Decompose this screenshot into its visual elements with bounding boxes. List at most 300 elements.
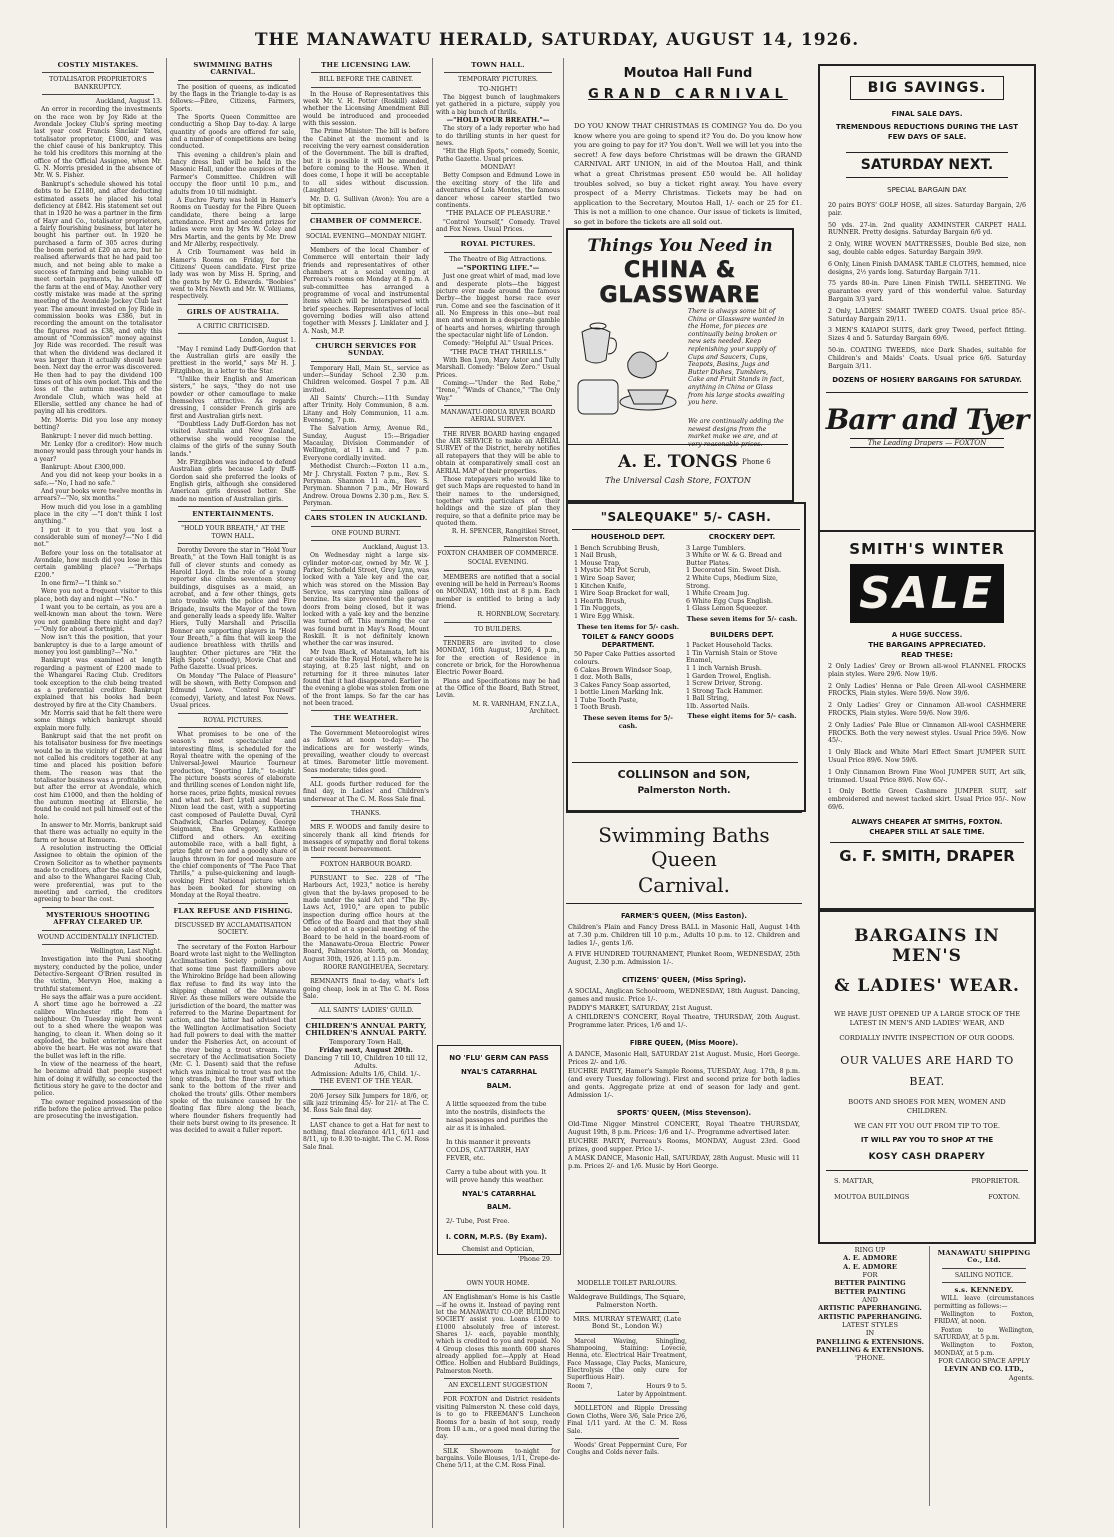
article-paragraph: Bankrupt's schedule showed his total debts to be £2180, and after deducting estimated assets he placed his total deficiency at £842. His statement set out that in 1920 he was a partner in the firm of Hayr and Co., totalisator proprietors, a fairly flourishing business, but later he bought his partner out. In 1920 he purchased a farm of 305 acres during the boom period at £20 an acre, but he realised afterwards that he had paid too much, and not being able to make a success of farming and being unable to meet certain payments, he walked off the farm at the end of May. Another very costly mistake was made at the spring meeting of the Avondale Jockey Club last year. The amount invested on Joy Ride in commission books was £386, but in recording the amount on the totalisator the figures read as £38, and only this amount of "Commission" money against Joy Ride was recorded. The result was that when the dividend was declared it was larger than it actually should have been. Next day the error was discovered. He then had to pay the dividend 100 times out of his own pocket. This and the loss of the autumn meeting of the Avondale Club, which was held at Ellerslie, settled any chance he had of paying all his creditors. — [34, 180, 162, 416]
subheading: SAILING NOTICE. — [954, 1271, 1014, 1279]
list-item: 1 Bench Scrubbing Brush, — [574, 543, 660, 552]
headline: CHURCH SERVICES FOR SUNDAY. — [315, 342, 417, 358]
list-item: 2 White Cups, Medium Size, Strong. — [686, 573, 778, 590]
headline: ROYAL PICTURES. — [460, 240, 536, 249]
advert-text: Old-Time Nigger Minstrel CONCERT, Royal Theatre THURSDAY, August 19th, 8 p.m. Prices: 1/6 and 1/-. Programme advertised later. — [568, 1120, 800, 1136]
item-total: These ten items for 5/- cash. — [576, 622, 680, 631]
article-paragraph: The Salvation Army, Avenue Rd., Sunday, August 15:—Brigadier Macaulay, Division Commander of Wellington, at 11 a.m. and 7 p.m. Everyone cordially invited. — [303, 425, 429, 462]
advert-heading: CHINA & GLASSWARE — [599, 258, 761, 308]
column-rule — [299, 58, 300, 1528]
notice-paragraph: 20/6 Jersey Silk Jumpers for 18/6, or, silk jazz trimming 45/- for 21/- at The C. M. Ross Sale final day. — [303, 1092, 429, 1115]
subheading: FOXTON CHAMBER OF COMMERCE. — [437, 549, 559, 557]
bargain-item: 2 Only Ladies' Grey or Cinnamon All-wool CASHMERE FROCKS, Plain styles. Were 59/6. Now 39/6. — [828, 702, 1026, 717]
subheading: TEMPORARY PICTURES. — [458, 76, 538, 84]
subheading: A CRITIC CRITICISED. — [196, 323, 270, 330]
notice-line: Admission: Adults 1/6, Child. 1/-. THE EVENT OF THE YEAR. — [311, 1069, 421, 1086]
article-paragraph: Bankrupt: I never did much betting. — [41, 432, 153, 440]
subheading: MANAWATU-OROUA RIVER BOARD AERIAL SURVEY. — [440, 409, 556, 424]
list-item: 1 Decorated Sin. Sweet Dish. — [686, 566, 781, 575]
article-paragraph: Comedy: "Helpful Al." Usual Prices. — [443, 340, 554, 348]
list-item: 1lb. Assorted Nails. — [686, 701, 750, 710]
article-paragraph: Dorothy Devore the star in "Hold Your Breath," at the Town Hall tonight is as full of clever stunts and comedy as Harold Lloyd. In the role of a young reporter she climbs seventeen storey buildings, disguises as a maid, an acrobat, and a few other things, gets into trouble with the police and Fire Brigade, insults the Mayor of the town and generally leads a speedy life. Walter Hiers, Tully Marshall and Priscilla Bonner are supporting players in "Hold Your Breath," a film that will keep the audience breathless with thrills and laughter. Other pictures are "Hit the High Spots" (comedy), Movie Chat and Pathe Gazette. Usual prices. — [170, 546, 296, 672]
advert-heading: BEAT. — [909, 1075, 945, 1088]
article-paragraph: Bankrupt: About £300,000. — [41, 463, 126, 471]
notice-paragraph: WILL leave (circumstances permitting as follows:— — [934, 1295, 1034, 1310]
queen-heading: SPORTS' QUEEN, (Miss Stevenson). — [616, 1109, 752, 1117]
advert-text: A FIVE HUNDRED TOURNAMENT, Plunket Room, WEDNESDAY, 25th August, 2.30 p.m. Admission 1/-. — [568, 950, 800, 966]
advert-heading: Swimming Baths Queen — [598, 823, 770, 871]
queen-heading: FIBRE QUEEN, (Miss Moore). — [629, 1039, 739, 1047]
bargain-item: 2 Only Ladies' Henna or Pale Green All-wool CASHMERE FROCKS, Plain styles. Were 59/6. Now 39/6. — [828, 682, 1026, 698]
advert-text: DO YOU KNOW THAT CHRISTMAS IS COMING? You do. Do you know where you are going to spend it? You do. Do you know how you are going to pay for it? You don't. Well we will let you into the secret! A few days before Christmas will be drawn the GRAND CARNIVAL ART UNION, in aid of the Moutoa Hall, and think what a great Christmas present £50 would be. All holiday troubles solved, so buy a ticket right away. You have every prospect of a Merry Christmas. Tickets may be had on application to the Secretary, Moutoa Hall, 1/- each or 25 for £1. This is not a million to one chance. Our issue of tickets is limited, so get in before the tickets are all sold out. — [574, 122, 802, 226]
article-paragraph: Mr Ivan Black, of Matamata, left his car outside the Royal Hotel, where he is staying, at 8.25 last night, and on returning for it three minutes later found that it had disappeared. Earlier in the evening a globe was stolen from one of the front lamps. So far the car has not been traced. — [303, 648, 429, 708]
dateline: Wellington, Last Night. — [90, 947, 162, 955]
kosy-advert — [818, 910, 1036, 1244]
proprietor-name: S. MATTAR, — [834, 1177, 875, 1185]
advert-line: LATEST STYLES — [842, 1321, 898, 1330]
subheading: ROYAL PICTURES. — [203, 716, 263, 724]
article-paragraph: On Monday "The Palace of Pleasure" will be shown, with Betty Compson and Edmund Lowe. "Control Yourself" (comedy), Variety, and latest Fox News. Usual prices. — [170, 672, 296, 710]
list-item: 1 Garden Trowel, English. — [686, 671, 771, 680]
advert-heading: Things You Need in — [587, 236, 773, 256]
article-paragraph: "Hit the High Spots," comedy, Scenic, Pathe Gazette. Usual prices. — [436, 148, 560, 163]
advert-heading: Moutoa Hall Fund — [623, 66, 753, 81]
item-total: These eight items for 5/- cash. — [687, 712, 797, 721]
advert-text: A HUGE SUCCESS. — [891, 631, 963, 639]
crockery-column — [686, 534, 798, 721]
article-paragraph: A Crib Tournament was held in Hamer's Rooms on Friday, for the Citizens' Queen candidate. First prize lady was won by Miss H. Spring, and the gents by Mr G. Edwards. "Boobies" went to Mrs Newth and Mr. W. Williams, respectively. — [170, 249, 296, 301]
column-rule — [432, 58, 433, 1528]
notice-paragraph: MOLLETON and Ripple Dressing Gown Cloths, Were 3/6, Sale Price 2/6, Final 1/11 yard. At the C. M. Ross Sale. — [567, 1405, 687, 1435]
bargain-item: 3 MEN'S KAIAPOI SUITS, dark grey Tweed, perfect fitting. Sizes 4 and 5. Saturday Bargain 69/6. — [828, 327, 1026, 343]
article-paragraph: An error in recording the investments on the race won by Joy Ride at the Avondale Jockey Club's spring meeting last year cost Francis Sinclair Yates, totalisator proprietor, £1000, and was the chief cause of his bankruptcy. This he told his creditors this morning at the office of the Official Assignee, when Mr. G. N. Morris presided in the absence of Mr. W. S. Fisher. — [34, 106, 162, 180]
bargain-item: 2 Only, WIRE WOVEN MATTRESSES, Double Bed size, non sag, double cable edges. Saturday Bargain 39/9. — [828, 241, 1026, 256]
advert-line: ARTISTIC PAPERHANGING. — [818, 1304, 922, 1313]
advert-heading: GRAND CARNIVAL — [588, 87, 788, 102]
notice-paragraph: SILK Showroom to-night for bargains. Voile Blouses, 1/11, Crepe-de-Chene 5/11, at the C.M. Ross Final. — [436, 1447, 560, 1470]
article-paragraph: Mr. Morris: Did you lose any money betting? — [34, 416, 162, 432]
advert-text: WE HAVE JUST OPENED UP A LARGE STOCK OF THE LATEST IN MEN'S AND LADIES' WEAR, AND — [833, 1010, 1021, 1027]
advert-text: BOOTS AND SHOES FOR MEN, WOMEN AND CHILDREN. — [848, 1098, 1006, 1115]
advert-line: BETTER PAINTING — [834, 1287, 906, 1296]
headline: TOWN HALL. — [471, 61, 525, 69]
bargain-item: 2 Only, LADIES' SMART TWEED COATS. Usual price 85/-. Saturday Bargain 29/11. — [828, 307, 1026, 323]
dept-heading: HOUSEHOLD DEPT. — [591, 533, 665, 541]
list-item: 1 Wire Soap Saver, — [574, 573, 636, 582]
subheading: AN EXCELLENT SUGGESTION — [448, 1382, 548, 1390]
address-line — [834, 1193, 1020, 1201]
dept-heading: BUILDERS DEPT. — [710, 630, 774, 639]
advert-text: IT WILL PAY YOU TO SHOP AT THE — [860, 1136, 994, 1144]
advert-heading: NO 'FLU' GERM CAN PASS — [449, 1054, 549, 1062]
subheading: SOCIAL EVENING. — [467, 559, 529, 567]
advert-heading: BALM. — [486, 1203, 512, 1211]
advert-line: 'PHONE. — [854, 1354, 886, 1363]
advert-text: A little squeezed from the tube into the nostrils, disinfects the nasal passages and purifies the air as it is inhaled. — [446, 1100, 548, 1132]
modelle-advert — [567, 1280, 687, 1530]
advert-heading: I. CORN, M.P.S. (By Exam). — [446, 1233, 548, 1241]
article-paragraph: Before your loss on the totalisator at Avondale, how much did you lose in this certain gambling place? —"Perhaps £200." — [34, 549, 162, 579]
notice-line: Waldegrave Buildings, The Square, Palmerston North. — [568, 1293, 686, 1309]
admore-advert — [815, 1246, 925, 1528]
advert-line: PANELLING & EXTENSIONS. — [816, 1337, 924, 1346]
feature-title: "THE PALACE OF PLEASURE." — [445, 209, 551, 218]
smith-advert — [818, 530, 1036, 910]
list-item: 1 Tin Varnish Stain or Stove Enamel, — [686, 648, 778, 665]
advert-heading: BARGAINS IN MEN'S — [854, 926, 1000, 966]
article-paragraph: And you did not keep your books in a safe.—"No, I had no safe." — [34, 472, 162, 487]
notice-paragraph: THE RIVER BOARD having engaged the AIR SERVICE to make an AERIAL SURVEY of the District, hereby notifies all ratepayers that they will be able to obtain at comparatively small cost an AERIAL MAP of their properties. — [436, 430, 560, 475]
item-list — [574, 651, 682, 712]
bargain-item: 6 Only, Linen Finish DAMASK TABLE CLOTHS, hemmed, nice designs, 2½ yards long. Saturday Bargain 7/11. — [828, 260, 1026, 276]
advert-text: DOZENS OF HOSIERY BARGAINS FOR SATURDAY. — [832, 376, 1022, 385]
bargain-item: 1 Only Bottle Green Cashmere JUMPER SUIT, self embroidered and newest tacked skirt. Usual Price 95/-. Now 69/6. — [828, 788, 1026, 811]
list-item: 50 Paper Cake Patties assorted colours. — [574, 650, 676, 666]
list-item: 1 bottle Linen Marking Ink. — [574, 688, 664, 697]
advert-text: CORDIALLY INVITE INSPECTION OF OUR GOODS. — [839, 1034, 1015, 1042]
advert-heading: "SALEQUAKE" 5/- CASH. — [600, 510, 772, 524]
room-number: Room 7, — [567, 1382, 593, 1390]
advert-line: IN — [865, 1329, 875, 1338]
salequake-advert — [566, 502, 806, 812]
list-item: 1 White Cream Jug. — [686, 589, 750, 598]
notice-paragraph: MEMBERS are notified that a social evening will be held in Perreau's Rooms on MONDAY, 16th inst at 8 p.m. Each member is entitled to bring a lady friend. — [436, 573, 560, 610]
signature-line: M. R. VARNHAM, F.N.Z.I.A., Architect. — [472, 700, 560, 716]
list-item: 1 Mystic Mit Pot Scrub, — [574, 566, 651, 575]
phone-number: Phone 6 — [742, 458, 771, 466]
article-paragraph: Bankrupt was examined at length regarding a payment of £200 made to the Whangarei Racing Club. Creditors took exception to the club being treated as a preferential creditor. Bankrupt explained that his books had been destroyed by fire at the City Chambers. — [34, 657, 162, 709]
advert-text: Chemist and Optician, — [462, 1245, 535, 1253]
barr-tyer-logo: Barr and Tyer — [825, 403, 1029, 437]
article-paragraph: "Doubtless Lady Duff-Gordon has not visited Australia and New Zealand, otherwise she would recognise the claims of the girls of the sunny South lands." — [170, 421, 296, 458]
subheading: BILL BEFORE THE CABINET. — [318, 76, 414, 84]
list-item: 1 Ball String, — [686, 694, 730, 703]
notice-line: Dancing 7 till 10, Children 10 till 12, Adults. — [304, 1054, 428, 1070]
article-paragraph: I want you to be certain, as you are a well-known man about the town. Were you not gambling there night and day?—"Only for about a fortnight. — [34, 604, 162, 634]
column-1 — [34, 58, 162, 1530]
article-paragraph: Bankrupt said that the net profit on his totalisator business for five meetings would be in the vicinity of £800. He had not called his creditors together at any time and placed his position before them. The reason was that the totalisator business was a profitable one, but after the error at Avondale, which cost him £1000, and then the holding of the autumn meeting at Ellerslie, he found he could not pull himself out of the hole. — [34, 732, 162, 821]
advert-heading: SATURDAY NEXT. — [846, 152, 1008, 178]
article-paragraph: Mr. Lenky (for a creditor): How much money would pass through your hands in a year? — [34, 440, 162, 463]
sale-banner: SALE — [850, 564, 1004, 623]
feature-title: —"HOLD YOUR BREATH."— — [446, 116, 550, 125]
bargain-item: 75 yards 80-in. Pure Linen Finish TWILL SHEETING. We guarantee every yard of this wonderful value. Saturday Bargain 3/3 yard. — [828, 280, 1026, 303]
notice-line: MRS. MURRAY STEWART, (Late Bond St., London W.) — [572, 1315, 682, 1331]
subheading: OWN YOUR HOME. — [466, 1280, 530, 1287]
article-paragraph: On Wednesday night a large six-cylinder motor-car, owned by Mr. W. J. Parker, Schofield Street, Grey Lynn, was locked with a Yale key and the car, which was stored on the Mission Bay Service, was carrying nine gallons of benzine. Its size prevented the garage doors from being closed, but it was locked with a yale key and the benzine was turned off. This morning the car was found burnt in May's Road, Mount Roskill. It is not definitely known whether the car was insured. — [303, 552, 429, 648]
advert-line: A. E. ADMORE — [843, 1262, 897, 1271]
article-paragraph: The owner regained possession of the rifle before the police arrived. The police are prosecuting the investigation. — [34, 1098, 162, 1121]
advert-heading: NYAL'S CATARRHAL — [461, 1068, 537, 1076]
subheading: ONE FOUND BURNT. — [331, 529, 401, 537]
article-paragraph: The Government Meteorologist wires as follows at noon to-day:— The indications are for westerly winds, prevailing, weather cloudy to overcast at times. Barometer little movement. Seas moderate; tides good. — [303, 729, 429, 774]
subheading: TOTALISATOR PROPRIETOR'S BANKRUPTCY. — [49, 76, 147, 91]
notice-paragraph: REMNANTS final to-day, what's left going cheap, look in at The C. M. Ross Sale. — [303, 978, 429, 1001]
notice-paragraph: Plans and Specifications may be had at the Office of the Board, Bath Street, Levin. — [436, 677, 560, 700]
article-paragraph: The biggest bunch of laughmakers yet gathered in a picture, supply you with a big bunch of thrills. — [436, 94, 560, 116]
list-item: 1 1 inch Varnish Brush. — [686, 663, 762, 672]
advert-text: The Leading Drapers — FOXTON — [850, 438, 1004, 448]
headline: CHAMBER OF COMMERCE. — [309, 217, 423, 226]
advert-heading: COLLINSON and SON, — [617, 768, 751, 781]
article-paragraph: Betty Compson and Edmund Lowe in the exciting story of the life and adventures of Lola Montes, the famous dancer whose career startled two continents. — [436, 172, 560, 209]
column-2 — [170, 58, 296, 1530]
headline: ENTERTAINMENTS. — [192, 509, 274, 518]
notice-paragraph: FOR FOXTON and District residents visiting Palmerston N. these cold days, is to go to FREEMAN'S Luncheon Rooms for a basin of hot soup, ready from 10 a.m., or a good meal during the day. — [436, 1396, 560, 1441]
signature-line: ROORE RANGIHEUEA, Secretary. — [322, 964, 429, 972]
article-paragraph: Methodist Church:—Foxton 11 a.m., Mr J. Chrystall. Foxton 7 p.m., Rev. S. Peryman. Shannon 11 a.m., Rev. S. Peryman. Shannon 7 p.m., Mr Howard Andrew. Oroua Downs 2.30 p.m., Rev. S. Peryman. — [303, 463, 429, 507]
subheading: WOUND ACCIDENTALLY INFLICTED. — [37, 933, 159, 941]
headline: GIRLS OF AUSTRALIA. — [186, 307, 280, 316]
article-paragraph: Just one great whirl of mad, mad love and desperate plots—the biggest picture ever made around the famous Derby—the biggest horse race ever run. Come and see the fascination of it all. No Empress in this one—but real men and women in a desperate gamble of hearts and horses, whirling through the spectacular night life of London. — [436, 273, 560, 339]
subheading: MODELLE TOILET PARLOURS. — [577, 1280, 677, 1287]
article-paragraph: Mr. Morris said that he felt there were some things which bankrupt should explain more fully. — [34, 709, 162, 732]
advert-text: In this manner it prevents COLDS, CATTARRH, HAY FEVER, etc. — [446, 1138, 531, 1162]
dept-heading: CROCKERY DEPT. — [708, 533, 776, 541]
list-item: 6 White Egg Cups English. — [686, 596, 773, 605]
column-4 — [436, 58, 560, 1038]
nyal-advert — [437, 1045, 561, 1263]
notice-line: MONDAY! — [480, 163, 516, 172]
article-paragraph: I put it to you that you lost a considerable sum of money?—"No I did not." — [34, 526, 162, 549]
subheading: TO BUILDERS. — [474, 625, 522, 633]
bargain-item: 1 Only Black and White Marl Effect Smart JUMPER SUIT. Usual Price 89/6. Now 59/6. — [828, 749, 1026, 764]
list-item: 3 Large Tumblers. — [686, 543, 746, 552]
article-paragraph: "Control Yourself," Comedy. Travel and Fox News. Usual Prices. — [436, 218, 560, 233]
article-paragraph: In answer to Mr. Morris, bankrupt said that there was actually no equity in the farm or house at Remuera. — [34, 822, 162, 844]
item-list — [686, 642, 798, 710]
advert-heading: MANAWATU SHIPPING Co., Ltd. — [937, 1249, 1031, 1265]
advert-text: 2/- Tube, Post Free. — [446, 1217, 510, 1225]
list-item: 1 doz. Moth Balls, — [574, 673, 633, 682]
column-rule — [929, 1246, 930, 1506]
list-item: 1 Nail Brush, — [574, 551, 617, 560]
shipping-advert — [934, 1246, 1034, 1528]
advert-text: 'Phone 29. — [517, 1255, 552, 1263]
advert-heading: SMITH'S WINTER — [849, 540, 1005, 558]
advert-text: TREMENDOUS REDUCTIONS DURING THE LAST FEW DAYS OF SALE. — [835, 123, 1019, 141]
proprietor-title: PROPRIETOR. — [971, 1177, 1020, 1185]
swim-carnival-advert — [566, 812, 802, 1274]
article-paragraph: In one firm?—"I think so." — [41, 580, 121, 588]
article-paragraph: In the House of Representatives this week Mr. V. H. Potter (Roskill) asked whether the Licensing Amendment Bill would be introduced and proceeded with this session. — [303, 90, 429, 128]
article-paragraph: Were you not a frequent visitor to this place, both day and night —"No." — [34, 588, 162, 603]
list-item: 1 Strong Tack Hammer. — [686, 686, 763, 695]
big-savings-advert — [818, 64, 1036, 532]
dateline: Auckland, August 13. — [95, 98, 162, 106]
article-paragraph: "May I remind Lady Duff-Gordon that the Australian girls are easily the prettiest in the world," says Mr H. J. Fitzgibbon, in a letter to the Star. — [170, 345, 296, 375]
dateline: London, August 1. — [239, 337, 296, 345]
notice-line: Friday next, August 20th. — [319, 1045, 413, 1054]
article-paragraph: The Sports Queen Committee are conducting a Shop Day to-day. A large quantity of goods are offered for sale, and a number of competitions are being conducted. — [170, 114, 296, 151]
masthead: THE MANAWATU HERALD, SATURDAY, AUGUST 14, 1926. — [254, 30, 860, 50]
column-3 — [303, 58, 429, 1530]
list-item: 1 Tooth Brush. — [574, 703, 622, 712]
article-paragraph: "Unlike their English and American sisters," he says, "they do not use powder or other camouflage to make themselves attractive. As regards dressing, I consider French girls are first and Australian girls next. — [170, 376, 296, 420]
advert-text: A CHILDREN'S CONCERT, Royal Theatre, THURSDAY, 20th August. Programme later. Prices, 1/6 and 1/-. — [568, 1013, 800, 1029]
advert-text: EUCHRE PARTY, Perreau's Rooms, MONDAY, August 23rd. Good prizes, good supper. Price 1/-. — [568, 1137, 800, 1153]
bargain-item: 2 Only Ladies' Grey or Brown all-wool FLANNEL FROCKS plain styles. Were 29/6. Now 19/6. — [828, 663, 1026, 678]
advert-heading: BALM. — [486, 1082, 512, 1090]
article-paragraph: Investigation into the Puni shooting mystery, conducted by the police, under Detective-Sergeant O'Brien resulted in the victim, Mervyn Hoe, making a truthful statement. — [34, 956, 162, 993]
subheading: THANKS. — [350, 809, 381, 817]
advert-heading: & LADIES' WEAR. — [834, 976, 1020, 996]
article-paragraph: How much did you lose in a gambling place in the city —"I don't think I lost anything." — [34, 503, 162, 526]
advert-text: WE CAN FIT YOU OUT FROM TIP TO TOE. — [854, 1122, 1000, 1130]
advert-line: FOR CARGO SPACE APPLY — [938, 1357, 1030, 1366]
signature-line: R. H. SPENCER, Rangitikei Street, Palmerston North. — [451, 528, 560, 543]
advert-heading: OUR VALUES ARE HARD TO — [840, 1054, 1014, 1067]
advert-text: EUCHRE PARTY, Hamer's Sample Rooms, TUESDAY, Aug. 17th, 8 p.m. (and every Tuesday following). First and second prize for both ladies and gents. Aggregate prize at end of season for lady and gent. Admission 1/-. — [568, 1067, 800, 1099]
sailing-line: Foxton to Wellington, SATURDAY, at 5 p.m. — [934, 1326, 1034, 1342]
notice-line: Later by Appointment. — [617, 1391, 687, 1399]
headline: MYSTERIOUS SHOOTING AFFRAY CLEARED UP. — [45, 910, 151, 927]
advert-text: The Universal Cash Store, FOXTON — [605, 476, 751, 485]
subheading: ALL SAINTS' LADIES' GUILD. — [318, 1007, 414, 1015]
article-paragraph: The position of queens, as indicated by the flags in the Triangle to-day is as follows:—Fibre, Citizens, Farmers, Sports. — [170, 83, 296, 113]
notice-paragraph: Marcel Waving, Shingling, Shampooing, Staining: Lovecie, Henna, etc. Electrical Hair Treatment, Face Massage, Clay Packs, Manicure, Electrolysis (the only cure for Superfluous Hair). — [567, 1337, 687, 1382]
list-item: 6 Cakes Brown Windsor Soap, — [574, 665, 673, 674]
list-item: 1 Hearth Brush, — [574, 596, 627, 605]
column-4-bottom — [436, 1280, 560, 1530]
headline: SWIMMING BATHS CARNIVAL. — [193, 61, 273, 77]
sailing-line: Wellington to Foxton, MONDAY, at 5 p.m. — [934, 1342, 1034, 1357]
feature-title: "THE PACE THAT THRILLS." — [449, 347, 547, 356]
list-item: 1 Kitchen Knife, — [574, 581, 627, 590]
advert-line: BETTER PAINTING — [834, 1279, 906, 1288]
article-paragraph: Members of the local Chamber of Commerce will entertain their lady friends and representatives of other chambers at a social evening at Perreau's rooms on Monday at 8 p.m. A sub-committee has arranged a programme of vocal and instrumental items which will be interspersed with brief speeches. Representatives of local governing bodies will also attend together with Messrs J. Linklater and J. A. Nash, M.P. — [303, 246, 429, 335]
article-paragraph: The story of a lady reporter who had to do thrilling stunts in her quest for news. — [436, 125, 560, 148]
list-item: 1 Packet Household Tacks. — [686, 641, 773, 650]
dept-heading: TOILET & FANCY GOODS DEPARTMENT. — [582, 633, 674, 649]
list-item: 1 Glass Lemon Squeezer. — [686, 604, 768, 613]
signature-line: R. HORNBLOW, Secretary. — [477, 611, 560, 619]
article-paragraph: Temporary Hall, Main St., service as under:—Sunday School 2.30 p.m. Children welcomed. Gospel 7 p.m. All invited. — [303, 364, 429, 394]
advert-text: PADDY'S MARKET, SATURDAY, 21st August. — [568, 1004, 713, 1012]
subheading: SOCIAL EVENING—MONDAY NIGHT. — [305, 232, 427, 240]
advert-text: THE BARGAINS APPRECIATED. — [868, 641, 986, 649]
advert-line: A. E. ADMORE — [843, 1254, 897, 1263]
notice-line: TO-NIGHT! — [478, 84, 518, 93]
advert-line: ARTISTIC PAPERHANGING. — [818, 1312, 922, 1321]
article-paragraph: Now isn't this the position, that your bankruptcy is due to a large amount of money you lost gambling?—"No." — [34, 634, 162, 657]
article-paragraph: This evening a children's plain and fancy dress ball will be held in the Masonic Hall, under the auspices of the Farmer's Committee. Children will occupy the floor until 10 p.m., and adults from 10 till midnight. — [170, 151, 296, 196]
notice-line — [567, 1383, 687, 1390]
bargain-item: 50 yds. 27-in. 2nd quality AXMINSTER CARPET HALL RUNNER. Pretty designs. Saturday Bargain 6/6 yd. — [828, 221, 1026, 237]
subheading: The Theatre of Big Attractions. — [449, 255, 547, 263]
article-paragraph: In view of the nearness of the heart, he became afraid that people suspect him of doing it wilfully, so concocted the fictitious story he gave to the doctor and police. — [34, 1061, 162, 1098]
list-item: 1 Wire Egg Whisk. — [574, 611, 635, 620]
bargain-item: 50-in. COATING TWEEDS, nice Dark Shades, suitable for Children's and Maids' Coats. Usual price 6/6. Saturday Bargain 3/11. — [828, 346, 1026, 370]
column-rule — [166, 58, 167, 1528]
advert-line: RING UP — [854, 1246, 886, 1254]
notice-paragraph: Those ratepayers who would like to get such Maps are requested to hand in their names to the undersigned, together with particulars of their holdings and the size of plan they require, so that a definite price may be quoted them. — [436, 475, 560, 527]
advert-text: There is always some bit of China or Glassware wanted in the Home, for pieces are continually being broken or new sets needed. Keep replenishing your supply of Cups and Saucers, Cups, Teapots, Basins, Jugs and Butter Dishes, Tumblers, Cake and Fruit Stands in fact, anything in China or Glass from his large stocks awaiting you here. — [688, 308, 785, 407]
item-total: These seven items for 5/- cash. — [583, 714, 673, 730]
advert-heading: G. F. SMITH, DRAPER — [830, 842, 1024, 865]
list-item: 3 Cakes Fancy Soap assorted, — [574, 680, 671, 689]
article-paragraph: Coming:—"Under the Red Robe," "Irene," "Winds of Chance," "The Only Way." — [436, 380, 560, 402]
list-item: 1 Wire Soap Bracket for wall, — [574, 589, 670, 598]
headline: CHILDREN'S ANNUAL PARTY, CHILDREN'S ANNUAL PARTY. — [305, 1021, 427, 1038]
bargain-item: 1 Only Cinnamon Brown Fine Wool JUMPER SUIT, Art silk, trimmed. Usual Price 89/6. Now 65/-. — [828, 768, 1026, 784]
notice-paragraph: LAST chance to get a Hat for next to nothing, final clearance 4/11, 6/11 and 8/11, up to 8.30 to-night. The C. M. Ross Sale final. — [303, 1121, 429, 1151]
dateline: Auckland, August 13. — [362, 543, 429, 551]
article-paragraph: A Euchre Party was held in Hamer's Rooms on Tuesday for the Fibre Queen candidate, there being a large attendance. First and second prizes for ladies were won by Mrs W. Coley and Mrs Martin, and the gents by Mr. Drew and Mr Allerby, respectively. — [170, 196, 296, 248]
hours: Hours 9 to 5. — [646, 1382, 687, 1390]
ship-name: s.s. KENNEDY. — [954, 1286, 1014, 1295]
notice-paragraph: MRS F. WOODS and family desire to sincerely thank all kind friends for messages of sympathy and floral tokens in their recent bereavement. — [303, 824, 429, 854]
notice-paragraph: TENDERS are invited to close MONDAY, 16th August, 1926, 4 p.m., for the erection of Residence in concrete or brick, for the Horowhenua Electric Power Board. — [436, 640, 560, 677]
article-paragraph: Mr. Fitzgibbon was induced to defend Australian girls because Lady Duff-Gordon said she preferred the looks of English girls, although she considered American girls dressed better. She made no mention of Australian girls. — [170, 458, 296, 503]
advert-text: A SOCIAL, Anglican Schoolroom, WEDNESDAY, 18th August. Dancing, games and music. Price 1/-. — [568, 987, 800, 1003]
item-list — [686, 545, 798, 613]
advert-text: READ THESE: — [901, 651, 953, 659]
advert-text: ALWAYS CHEAPER AT SMITHS, FOXTON. — [851, 817, 1003, 826]
advert-heading: Palmerston North. — [637, 786, 731, 796]
article-paragraph: He says the affair was a pure accident. A short time ago he borrowed a .22 calibre Winchester rifle from a neighbour. On Tuesday night he went out to a shed where the weapon was hanging, to clean it. When doing so it exploded, the bullet entering his chest above the heart. He was not aware that the bullet was left in the rifle. — [34, 993, 162, 1060]
proprietor-line — [834, 1177, 1020, 1185]
advert-text: A MASK DANCE, Masonic Hall, SATURDAY, 28th August. Music will 11 p.m. Prices 2/- and 1/6. Music by Hori George. — [568, 1154, 800, 1170]
item-total: These seven items for 5/- cash. — [686, 614, 798, 623]
advert-line: AND — [862, 1296, 878, 1305]
address-building: MOUTOA BUILDINGS — [834, 1193, 910, 1201]
bargain-list — [828, 663, 1026, 812]
advert-heading: A. E. TONGS — [618, 452, 738, 472]
advert-text: FINAL SALE DAYS. — [891, 110, 963, 118]
article-paragraph: And your books were twelve months in arrears?—"No, six months." — [34, 487, 162, 503]
advert-text: SPECIAL BARGAIN DAY. — [887, 186, 967, 194]
article-paragraph: What promises to be one of the season's most spectacular and interesting films, is scheduled for the Royal theatre with the opening of the Universal-Jewel Maurice Tourneur production, "Sporting Life," to-night. The picture boasts scores of elaborate and thrilling scenes of London night life, horse races, prize fights, musical revues and what not. Bert Lytell and Marian Nixon lead the cast, with a supporting cast composed of Paulette Duval, Cyril Chadwick, Charles Delaney, George Seigmann, Ena Gregory, Kathleen Clifford and others. An exciting automobile race, with a ball fight, a prize fight or two and a goodly share of laughs thrown in for good measure are the chief components of "The Pace That Thrills," a pulse-quickening and laugh-evoking First National picture which has been booked for showing on Monday at the Royal theatre. — [170, 730, 296, 900]
column-rule — [563, 58, 564, 1528]
headline: THE LICENSING LAW. — [321, 61, 411, 69]
subheading: DISCUSSED BY ACCLAMATISATION SOCIETY. — [174, 922, 292, 937]
article-paragraph: All Saints' Church:—11th Sunday after Trinity. Holy Communion, 8 a.m. Litany and Holy Communion, 11 a.m. Evensong, 7 p.m. — [303, 395, 429, 425]
household-column — [574, 534, 682, 730]
moutoa-advert — [570, 62, 806, 226]
sailing-line: Wellington to Foxton, FRIDAY, at noon. — [934, 1311, 1034, 1326]
advert-line: LEVIN AND CO. LTD., — [944, 1365, 1024, 1374]
advert-text: Children's Plain and Fancy Dress BALL in Masonic Hall, August 14th at 7.30 p.m. Children till 10 p.m., Adults 10 p.m. to 12. Children and ladies 1/-, gents 1/6. — [568, 923, 800, 947]
advert-text: A DANCE, Masonic Hall, SATURDAY 21st August. Music, Hori George. Prices 2/- and 1/6. — [568, 1050, 800, 1066]
address-town: FOXTON. — [988, 1193, 1020, 1201]
advert-line: FOR — [862, 1271, 878, 1280]
headline: CARS STOLEN IN AUCKLAND. — [304, 514, 428, 523]
article-paragraph: With Ben Lyon, Mary Astor and Tully Marshall. Comedy: "Below Zero." Usual Prices. — [436, 357, 560, 379]
bargain-list — [828, 202, 1026, 370]
list-item: 1 Tin Nuggets, — [574, 604, 623, 613]
feature-title: —"SPORTING LIFE."— — [456, 263, 540, 272]
headline: FLAX REFUSE AND FISHING. — [173, 906, 293, 915]
advert-heading: KOSY CASH DRAPERY — [868, 1152, 986, 1162]
advert-heading: NYAL'S CATARRHAL — [462, 1190, 536, 1198]
china-advert — [566, 228, 794, 502]
advert-heading: BIG SAVINGS. — [850, 76, 1004, 100]
bargain-item: 20 pairs BOYS' GOLF HOSE, all sizes. Saturday Bargain, 2/6 pair. — [828, 202, 1026, 217]
advert-text: We are continually adding the newest designs from the market make we are, and at very reasonable prices. — [688, 418, 784, 448]
queen-heading: CITIZENS' QUEEN, (Miss Spring). — [622, 976, 746, 984]
advert-line: PANELLING & EXTENSIONS. — [816, 1346, 924, 1355]
notice-paragraph: ALL goods further reduced for the final day, in Ladies' and Children's underwear at The C. M. Ross Sale final. — [303, 780, 429, 803]
queen-heading: FARMER'S QUEEN, (Miss Easton). — [621, 912, 747, 920]
advert-heading: Carnival. — [637, 873, 731, 897]
item-list — [574, 545, 682, 621]
subheading: FOXTON HARBOUR BOARD. — [320, 860, 412, 868]
article-paragraph: The secretary of the Foxton Harbour Board wrote last night to the Wellington Acclimatisation Society pointing out that some time past flaxmillers above the Whirokino Bridge had been allowing flax refuse to find its way into the shipping channel of the Manawatu River. As these millers were outside the jurisdiction of the board, the matter was referred to the Marine Department for action, and the latter had advised that the Wellington Acclimatisation Society had full powers to deal with the matter under the Fisheries Act, on account of the river being a trout stream. The secretary of the Acclimatisation Society (Mr. C. I. Dasent) said that the refuse which was inimical to trout was not the long strands, but the finer stuff which sank to the bottom of the river and choked the trouts' gills. Other members spoke of the nuisance caused by the floating flax fibre along the beach, where flounder fishers frequently had their nets burst owing to its presence. It was decided to await a fuller report. — [170, 943, 296, 1135]
article-paragraph: The Prime Minister: The bill is before the Cabinet at the moment and is receiving the very earnest consideration of the Government. The bill is drafted, but it is possible it will be amended, before coming to the House. When it does come, I hope it will be acceptable to all sides without discussion. (Laughter.) — [303, 128, 429, 195]
advert-text: CHEAPER STILL AT SALE TIME. — [869, 827, 985, 836]
list-item: 1 Mouse Trap, — [574, 558, 621, 567]
